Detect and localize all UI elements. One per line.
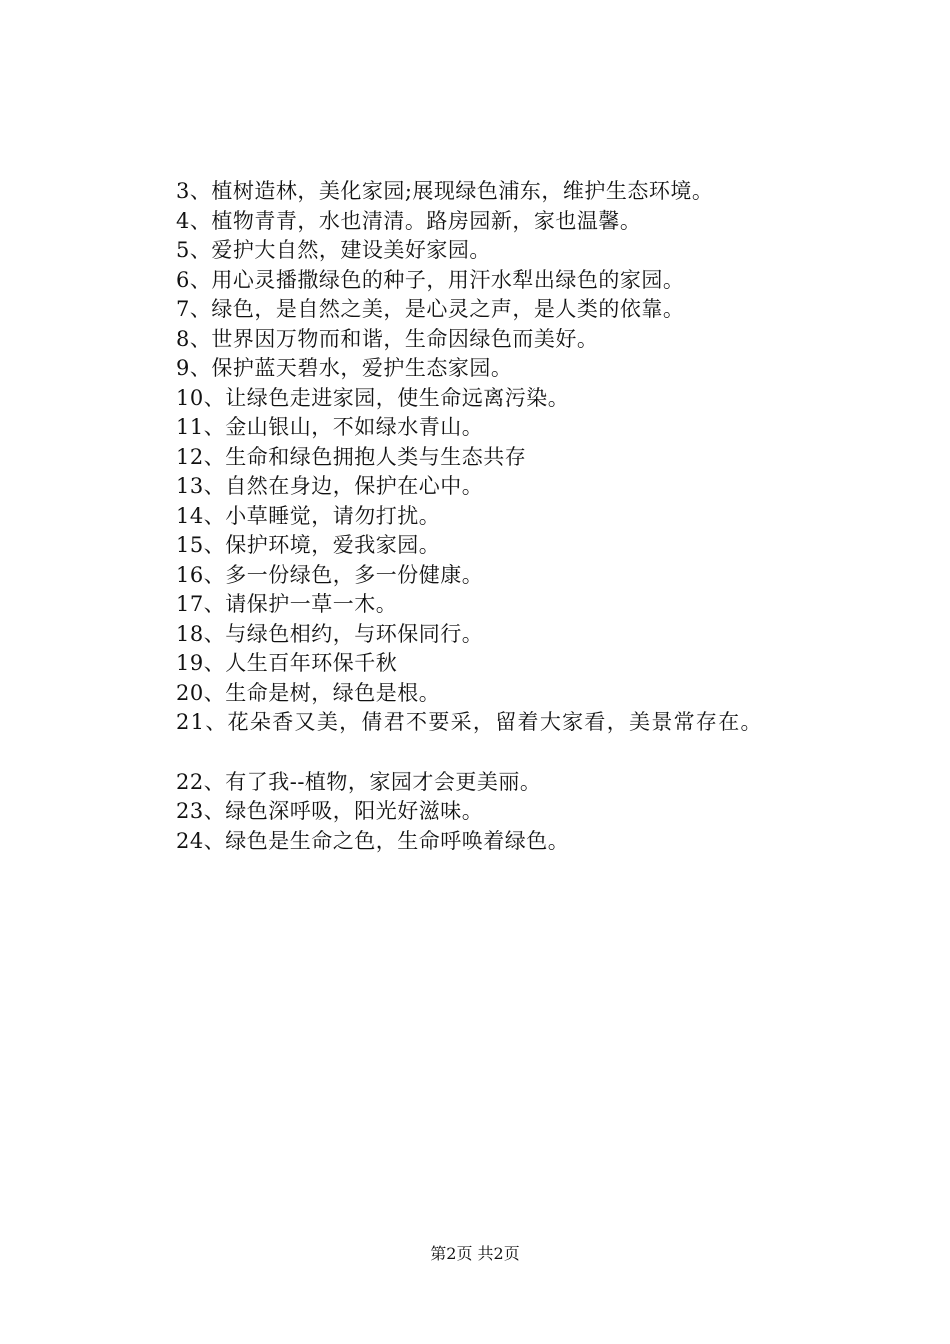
- list-item: 14、小草睡觉，请勿打扰。: [176, 503, 441, 528]
- slogan-list: [176, 177, 946, 856]
- list-item: 19、人生百年环保千秋: [176, 651, 398, 675]
- list-item: 11、金山银山，不如绿水青山。: [176, 415, 484, 439]
- list-item: 8、世界因万物而和谐，生命因绿色而美好。: [176, 326, 599, 351]
- list-item: 22、有了我--植物，家园才会更美丽。: [176, 769, 542, 794]
- list-item: 17、请保护一草一木。: [176, 592, 398, 616]
- list-item: 15、保护环境，爱我家园。: [176, 533, 441, 557]
- list-item: 9、保护蓝天碧水，爱护生态家园。: [176, 356, 513, 380]
- list-item: 6、用心灵播撒绿色的种子，用汗水犁出绿色的家园。: [176, 267, 685, 292]
- paragraph-gap: [176, 738, 946, 768]
- list-item: 24、绿色是生命之色，生命呼唤着绿色。: [176, 828, 570, 853]
- list-item: 18、与绿色相约，与环保同行。: [176, 621, 484, 646]
- list-item: 13、自然在身边，保护在心中。: [176, 474, 484, 498]
- list-item: 7、绿色，是自然之美，是心灵之声，是人类的依靠。: [176, 297, 685, 321]
- list-item: 4、植物青青，水也清清。路房园新，家也温馨。: [176, 208, 642, 233]
- list-item: 10、让绿色走进家园，使生命远离污染。: [176, 385, 570, 410]
- list-item: 21、花朵香又美，倩君不要采，留着大家看，美景常存在。: [176, 710, 763, 734]
- page-footer: 第2页 共2页: [430, 1244, 520, 1263]
- list-item: 23、绿色深呼吸，阳光好滋味。: [176, 799, 484, 823]
- list-item: 12、生命和绿色拥抱人类与生态共存: [176, 444, 527, 469]
- list-item: 20、生命是树，绿色是根。: [176, 680, 441, 705]
- list-item: 16、多一份绿色，多一份健康。: [176, 562, 484, 587]
- list-item: 3、植树造林，美化家园;展现绿色浦东，维护生态环境。: [176, 179, 714, 203]
- list-item: 5、爱护大自然，建设美好家园。: [176, 238, 491, 262]
